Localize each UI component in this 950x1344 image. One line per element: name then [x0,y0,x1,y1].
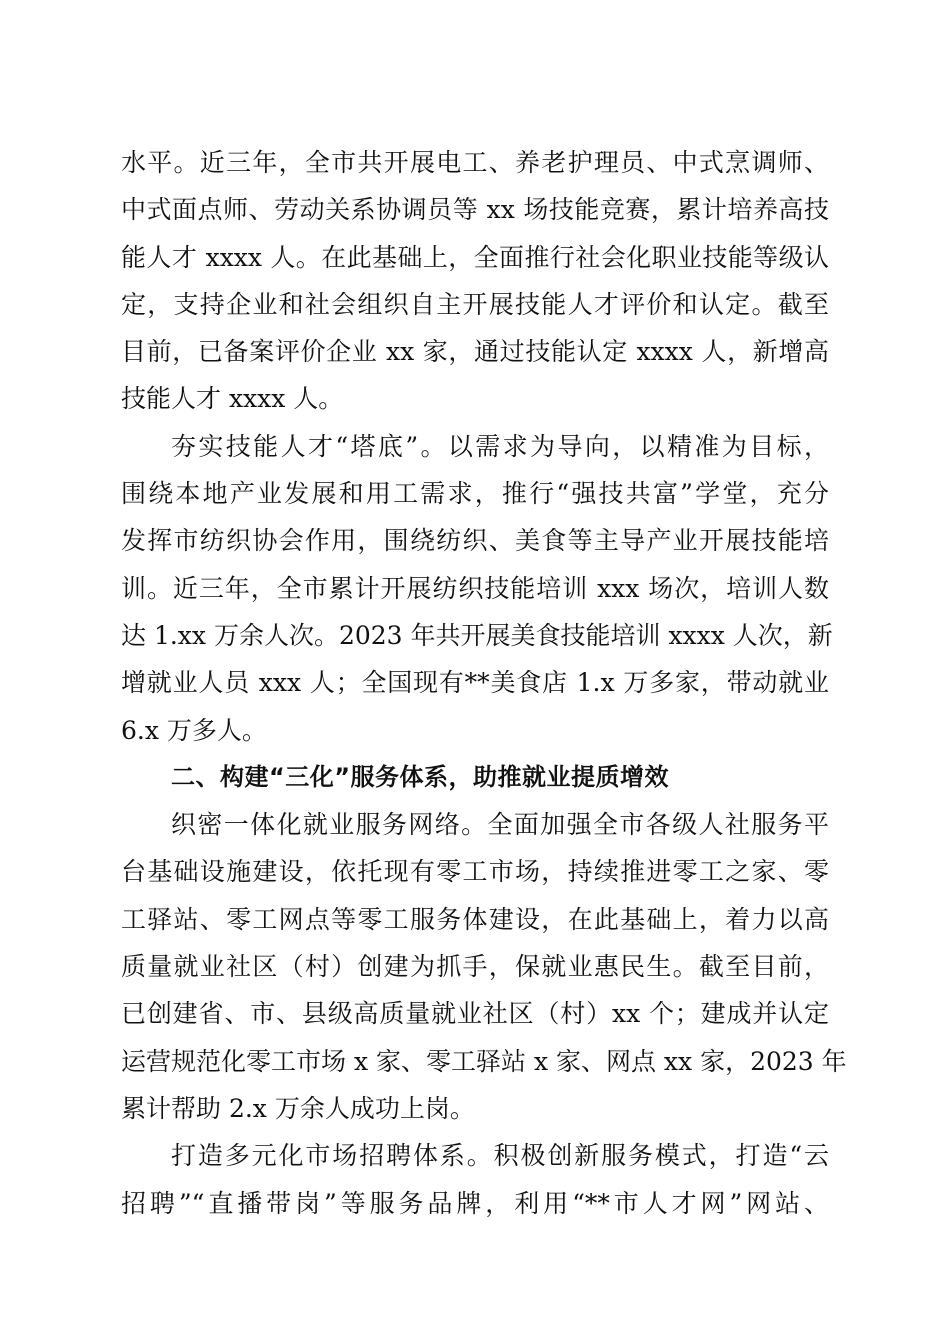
text-line: 织密一体化就业服务网络。全面加强全市各级人社服务平 [171,810,829,840]
text-line: 夯实技能人才“塔底”。以需求为导向，以精准为目标， [171,431,829,461]
text-line: 工驿站、零工网点等零工服务体建设，在此基础上，着力以高 [121,904,829,934]
text-line: 目前，已备案评价企业 xx 家，通过技能认定 xxxx 人，新增高 [121,337,829,367]
text-line: 训。近三年，全市累计开展纺织技能培训 xxx 场次，培训人数 [121,573,829,603]
paragraph-recruitment-system [121,1132,829,1227]
text-line: 围绕本地产业发展和用工需求，推行“强技共富”学堂，充分 [121,479,829,509]
text-line: 定，支持企业和社会组织自主开展技能人才评价和认定。截至 [121,289,829,319]
text-line: 台基础设施建设，依托现有零工市场，持续推进零工之家、零 [121,857,829,887]
text-line: 水平。近三年，全市共开展电工、养老护理员、中式烹调师、 [121,148,829,177]
document-body [121,139,847,1227]
text-line: 增就业人员 xxx 人；全国现有**美食店 1.x 万多家，带动就业 [121,668,829,698]
text-line: 运营规范化零工市场 x 家、零工驿站 x 家、网点 xx 家，2023 年 [121,1046,847,1076]
text-line: 打造多元化市场招聘体系。积极创新服务模式，打造“云 [171,1141,829,1171]
paragraph-skill-base [121,423,833,754]
text-line: 技能人才 xxxx 人。 [121,384,344,414]
paragraph-service-network [121,801,847,1132]
text-line: 6.x 万多人。 [121,715,267,745]
paragraph-skill-competitions [121,139,829,423]
text-line: 达 1.xx 万余人次。2023 年共开展美食技能培训 xxxx 人次，新 [121,620,833,650]
text-line: 已创建省、市、县级高质量就业社区（村）xx 个；建成并认定 [121,999,829,1029]
text-line: 发挥市纺织协会作用，围绕纺织、美食等主导产业开展技能培 [121,526,829,556]
text-line: 能人才 xxxx 人。在此基础上，全面推行社会化职业技能等级认 [121,242,829,272]
text-line: 质量就业社区（村）创建为抓手，保就业惠民生。截至目前， [121,952,829,982]
text-line: 中式面点师、劳动关系协调员等 xx 场技能竞赛，累计培养高技 [121,195,829,225]
text-line: 累计帮助 2.x 万余人成功上岗。 [121,1093,475,1123]
text-line: 招聘”“直播带岗”等服务品牌，利用“**市人才网”网站、 [121,1188,829,1218]
section-heading: 二、构建“三化”服务体系，助推就业提质增效 [171,762,670,791]
